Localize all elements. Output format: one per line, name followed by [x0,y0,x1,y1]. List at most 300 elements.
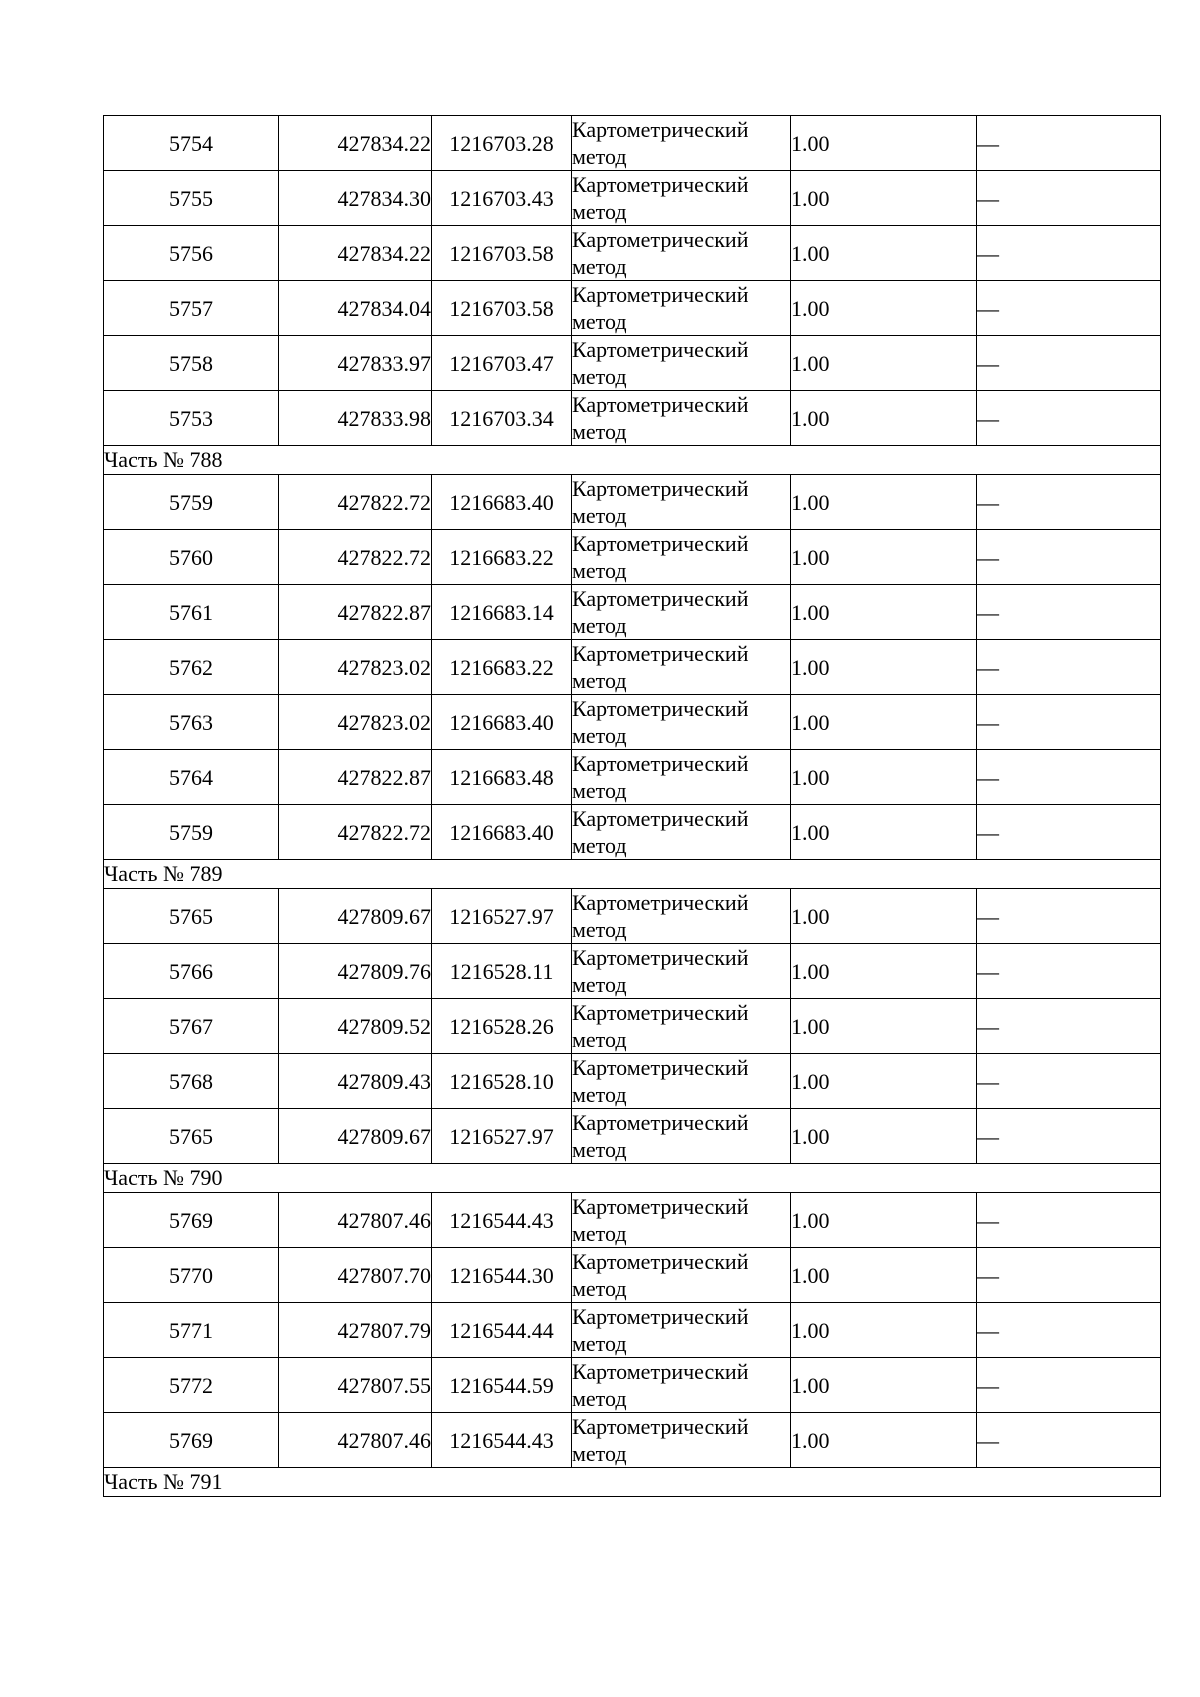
accuracy-text: 1.00 [791,654,830,680]
point-number-cell [104,944,279,999]
point-number-text: 5753 [169,405,213,431]
point-number-text: 5763 [169,709,213,735]
x-coordinate-text: 427809.67 [337,903,431,929]
table-row [104,640,1161,695]
description-text: — [977,405,999,431]
method-cell [572,1413,791,1468]
y-coordinate-cell [432,944,572,999]
description-cell [977,1358,1161,1413]
x-coordinate-cell [279,889,432,944]
table-row [104,1358,1161,1413]
accuracy-text: 1.00 [791,1013,830,1039]
y-coordinate-text: 1216683.22 [449,544,554,570]
coordinates-table [103,115,1161,1497]
point-number-text: 5771 [169,1317,213,1343]
point-number-cell [104,530,279,585]
accuracy-cell [791,281,977,336]
y-coordinate-text: 1216703.28 [449,130,554,156]
accuracy-text: 1.00 [791,819,830,845]
y-coordinate-cell [432,1193,572,1248]
table-row [104,805,1161,860]
x-coordinate-text: 427822.87 [337,599,431,625]
point-number-text: 5766 [169,958,213,984]
table-row [104,585,1161,640]
point-number-text: 5760 [169,544,213,570]
point-number-cell [104,116,279,171]
point-number-text: 5765 [169,1123,213,1149]
y-coordinate-cell [432,585,572,640]
method-cell [572,171,791,226]
table-row [104,530,1161,585]
method-text: Картометрический метод [572,1055,749,1107]
description-text: — [977,1207,999,1233]
x-coordinate-text: 427834.22 [337,240,431,266]
accuracy-cell [791,171,977,226]
y-coordinate-cell [432,1248,572,1303]
point-number-text: 5764 [169,764,213,790]
description-cell [977,695,1161,750]
x-coordinate-cell [279,391,432,446]
x-coordinate-text: 427823.02 [337,654,431,680]
point-number-text: 5759 [169,819,213,845]
description-text: — [977,1123,999,1149]
x-coordinate-cell [279,1248,432,1303]
x-coordinate-cell [279,999,432,1054]
y-coordinate-text: 1216683.40 [449,489,554,515]
accuracy-cell [791,585,977,640]
method-text: Картометрический метод [572,476,749,528]
part-label: Часть № 788 [104,446,1161,475]
method-text: Картометрический метод [572,227,749,279]
x-coordinate-text: 427822.72 [337,819,431,845]
description-cell [977,640,1161,695]
description-text: — [977,1427,999,1453]
description-text: — [977,958,999,984]
point-number-text: 5761 [169,599,213,625]
accuracy-cell [791,530,977,585]
description-cell [977,1303,1161,1358]
x-coordinate-cell [279,281,432,336]
description-text: — [977,1068,999,1094]
y-coordinate-cell [432,999,572,1054]
y-coordinate-text: 1216528.10 [449,1068,554,1094]
coordinates-table-body [104,116,1161,1497]
y-coordinate-cell [432,226,572,281]
method-text: Картометрический метод [572,1110,749,1162]
method-text: Картометрический метод [572,641,749,693]
y-coordinate-text: 1216703.34 [449,405,554,431]
y-coordinate-text: 1216544.43 [449,1427,554,1453]
x-coordinate-cell [279,1358,432,1413]
method-cell [572,889,791,944]
accuracy-cell [791,1109,977,1164]
x-coordinate-text: 427807.55 [337,1372,431,1398]
accuracy-text: 1.00 [791,240,830,266]
part-label: Часть № 791 [104,1468,1161,1497]
method-cell [572,1193,791,1248]
accuracy-text: 1.00 [791,958,830,984]
description-text: — [977,544,999,570]
accuracy-text: 1.00 [791,1427,830,1453]
description-cell [977,1109,1161,1164]
x-coordinate-cell [279,530,432,585]
method-cell [572,999,791,1054]
description-text: — [977,130,999,156]
y-coordinate-cell [432,1109,572,1164]
x-coordinate-text: 427807.79 [337,1317,431,1343]
point-number-text: 5762 [169,654,213,680]
method-cell [572,1248,791,1303]
x-coordinate-cell [279,171,432,226]
description-cell [977,1413,1161,1468]
method-text: Картометрический метод [572,117,749,169]
table-row [104,1054,1161,1109]
method-cell [572,1303,791,1358]
method-text: Картометрический метод [572,531,749,583]
x-coordinate-text: 427822.87 [337,764,431,790]
accuracy-cell [791,226,977,281]
x-coordinate-text: 427823.02 [337,709,431,735]
method-text: Картометрический метод [572,1194,749,1246]
accuracy-cell [791,1358,977,1413]
description-text: — [977,489,999,515]
point-number-cell [104,750,279,805]
accuracy-text: 1.00 [791,295,830,321]
y-coordinate-cell [432,1303,572,1358]
x-coordinate-text: 427833.97 [337,350,431,376]
x-coordinate-text: 427809.52 [337,1013,431,1039]
accuracy-cell [791,1193,977,1248]
x-coordinate-text: 427822.72 [337,544,431,570]
method-cell [572,750,791,805]
method-text: Картометрический метод [572,172,749,224]
point-number-text: 5759 [169,489,213,515]
method-cell [572,1358,791,1413]
x-coordinate-cell [279,475,432,530]
point-number-cell [104,1109,279,1164]
method-cell [572,336,791,391]
y-coordinate-text: 1216528.26 [449,1013,554,1039]
description-cell [977,171,1161,226]
description-cell [977,1248,1161,1303]
x-coordinate-text: 427809.67 [337,1123,431,1149]
y-coordinate-text: 1216683.14 [449,599,554,625]
x-coordinate-cell [279,1193,432,1248]
point-number-text: 5768 [169,1068,213,1094]
description-text: — [977,185,999,211]
point-number-cell [104,1413,279,1468]
description-text: — [977,903,999,929]
y-coordinate-cell [432,530,572,585]
accuracy-text: 1.00 [791,599,830,625]
x-coordinate-cell [279,944,432,999]
x-coordinate-cell [279,336,432,391]
description-text: — [977,350,999,376]
description-cell [977,1193,1161,1248]
point-number-cell [104,999,279,1054]
method-text: Картометрический метод [572,696,749,748]
part-header-row [104,1164,1161,1193]
description-text: — [977,599,999,625]
accuracy-cell [791,695,977,750]
point-number-text: 5758 [169,350,213,376]
x-coordinate-text: 427822.72 [337,489,431,515]
x-coordinate-cell [279,805,432,860]
table-row [104,281,1161,336]
table-row [104,889,1161,944]
y-coordinate-cell [432,1054,572,1109]
y-coordinate-cell [432,1413,572,1468]
x-coordinate-text: 427834.22 [337,130,431,156]
method-text: Картометрический метод [572,1000,749,1052]
y-coordinate-text: 1216528.11 [449,958,554,984]
x-coordinate-cell [279,226,432,281]
method-cell [572,1054,791,1109]
point-number-cell [104,226,279,281]
x-coordinate-text: 427834.04 [337,295,431,321]
y-coordinate-text: 1216544.30 [449,1262,554,1288]
accuracy-cell [791,1303,977,1358]
table-row [104,750,1161,805]
description-cell [977,889,1161,944]
accuracy-cell [791,1413,977,1468]
method-cell [572,475,791,530]
method-cell [572,944,791,999]
table-row [104,944,1161,999]
x-coordinate-cell [279,1054,432,1109]
accuracy-text: 1.00 [791,1207,830,1233]
description-text: — [977,1262,999,1288]
x-coordinate-text: 427834.30 [337,185,431,211]
accuracy-text: 1.00 [791,405,830,431]
table-row [104,1303,1161,1358]
accuracy-text: 1.00 [791,1372,830,1398]
x-coordinate-cell [279,1109,432,1164]
method-text: Картометрический метод [572,1249,749,1301]
point-number-cell [104,1248,279,1303]
point-number-text: 5767 [169,1013,213,1039]
method-cell [572,391,791,446]
point-number-text: 5754 [169,130,213,156]
accuracy-cell [791,1248,977,1303]
table-row [104,391,1161,446]
y-coordinate-cell [432,1358,572,1413]
y-coordinate-text: 1216544.43 [449,1207,554,1233]
accuracy-text: 1.00 [791,903,830,929]
part-header-row [104,1468,1161,1497]
accuracy-cell [791,336,977,391]
method-cell [572,116,791,171]
point-number-text: 5770 [169,1262,213,1288]
point-number-cell [104,336,279,391]
accuracy-text: 1.00 [791,709,830,735]
point-number-cell [104,475,279,530]
accuracy-text: 1.00 [791,1068,830,1094]
method-cell [572,585,791,640]
y-coordinate-text: 1216683.40 [449,709,554,735]
y-coordinate-cell [432,695,572,750]
y-coordinate-cell [432,475,572,530]
description-text: — [977,654,999,680]
x-coordinate-text: 427807.46 [337,1427,431,1453]
description-text: — [977,764,999,790]
x-coordinate-text: 427833.98 [337,405,431,431]
method-cell [572,226,791,281]
point-number-text: 5772 [169,1372,213,1398]
table-row [104,171,1161,226]
method-text: Картометрический метод [572,1304,749,1356]
point-number-cell [104,640,279,695]
method-text: Картометрический метод [572,282,749,334]
point-number-cell [104,585,279,640]
y-coordinate-cell [432,336,572,391]
accuracy-text: 1.00 [791,764,830,790]
method-cell [572,640,791,695]
y-coordinate-text: 1216527.97 [449,903,554,929]
accuracy-cell [791,889,977,944]
part-label: Часть № 789 [104,860,1161,889]
point-number-cell [104,1358,279,1413]
description-text: — [977,295,999,321]
accuracy-cell [791,805,977,860]
x-coordinate-text: 427807.70 [337,1262,431,1288]
x-coordinate-cell [279,585,432,640]
accuracy-text: 1.00 [791,489,830,515]
accuracy-cell [791,944,977,999]
x-coordinate-cell [279,640,432,695]
y-coordinate-cell [432,750,572,805]
point-number-cell [104,695,279,750]
point-number-cell [104,391,279,446]
accuracy-cell [791,750,977,805]
description-cell [977,116,1161,171]
accuracy-text: 1.00 [791,1262,830,1288]
y-coordinate-cell [432,116,572,171]
point-number-text: 5769 [169,1427,213,1453]
method-cell [572,805,791,860]
table-row [104,116,1161,171]
point-number-cell [104,1193,279,1248]
point-number-cell [104,1303,279,1358]
y-coordinate-text: 1216544.59 [449,1372,554,1398]
x-coordinate-text: 427809.76 [337,958,431,984]
y-coordinate-cell [432,640,572,695]
table-row [104,1248,1161,1303]
point-number-cell [104,889,279,944]
table-row [104,475,1161,530]
method-text: Картометрический метод [572,806,749,858]
description-cell [977,805,1161,860]
method-text: Картометрический метод [572,337,749,389]
y-coordinate-text: 1216703.58 [449,295,554,321]
point-number-text: 5755 [169,185,213,211]
method-text: Картометрический метод [572,392,749,444]
x-coordinate-text: 427807.46 [337,1207,431,1233]
y-coordinate-cell [432,281,572,336]
description-text: — [977,1372,999,1398]
method-text: Картометрический метод [572,1359,749,1411]
y-coordinate-text: 1216527.97 [449,1123,554,1149]
description-text: — [977,240,999,266]
x-coordinate-cell [279,1303,432,1358]
method-text: Картометрический метод [572,586,749,638]
description-cell [977,336,1161,391]
description-cell [977,750,1161,805]
description-cell [977,475,1161,530]
y-coordinate-text: 1216703.58 [449,240,554,266]
point-number-cell [104,281,279,336]
table-row [104,226,1161,281]
description-cell [977,391,1161,446]
accuracy-cell [791,640,977,695]
description-text: — [977,819,999,845]
description-cell [977,281,1161,336]
point-number-text: 5765 [169,903,213,929]
accuracy-text: 1.00 [791,1317,830,1343]
point-number-text: 5756 [169,240,213,266]
description-cell [977,1054,1161,1109]
point-number-cell [104,171,279,226]
x-coordinate-text: 427809.43 [337,1068,431,1094]
accuracy-text: 1.00 [791,185,830,211]
description-text: — [977,1013,999,1039]
description-cell [977,944,1161,999]
x-coordinate-cell [279,695,432,750]
accuracy-cell [791,475,977,530]
y-coordinate-cell [432,805,572,860]
x-coordinate-cell [279,116,432,171]
y-coordinate-text: 1216703.43 [449,185,554,211]
method-text: Картометрический метод [572,751,749,803]
accuracy-text: 1.00 [791,130,830,156]
table-row [104,695,1161,750]
description-cell [977,226,1161,281]
y-coordinate-text: 1216683.48 [449,764,554,790]
x-coordinate-cell [279,750,432,805]
y-coordinate-cell [432,391,572,446]
y-coordinate-text: 1216703.47 [449,350,554,376]
part-label: Часть № 790 [104,1164,1161,1193]
accuracy-text: 1.00 [791,1123,830,1149]
method-cell [572,530,791,585]
method-text: Картометрический метод [572,890,749,942]
method-cell [572,695,791,750]
method-cell [572,281,791,336]
description-cell [977,530,1161,585]
method-text: Картометрический метод [572,1414,749,1466]
point-number-text: 5769 [169,1207,213,1233]
accuracy-cell [791,999,977,1054]
table-row [104,336,1161,391]
part-header-row [104,446,1161,475]
description-cell [977,999,1161,1054]
table-row [104,999,1161,1054]
table-row [104,1413,1161,1468]
y-coordinate-cell [432,889,572,944]
x-coordinate-cell [279,1413,432,1468]
accuracy-cell [791,391,977,446]
table-row [104,1193,1161,1248]
part-header-row [104,860,1161,889]
y-coordinate-text: 1216544.44 [449,1317,554,1343]
y-coordinate-text: 1216683.22 [449,654,554,680]
accuracy-text: 1.00 [791,350,830,376]
method-text: Картометрический метод [572,945,749,997]
y-coordinate-text: 1216683.40 [449,819,554,845]
method-cell [572,1109,791,1164]
point-number-cell [104,1054,279,1109]
point-number-text: 5757 [169,295,213,321]
